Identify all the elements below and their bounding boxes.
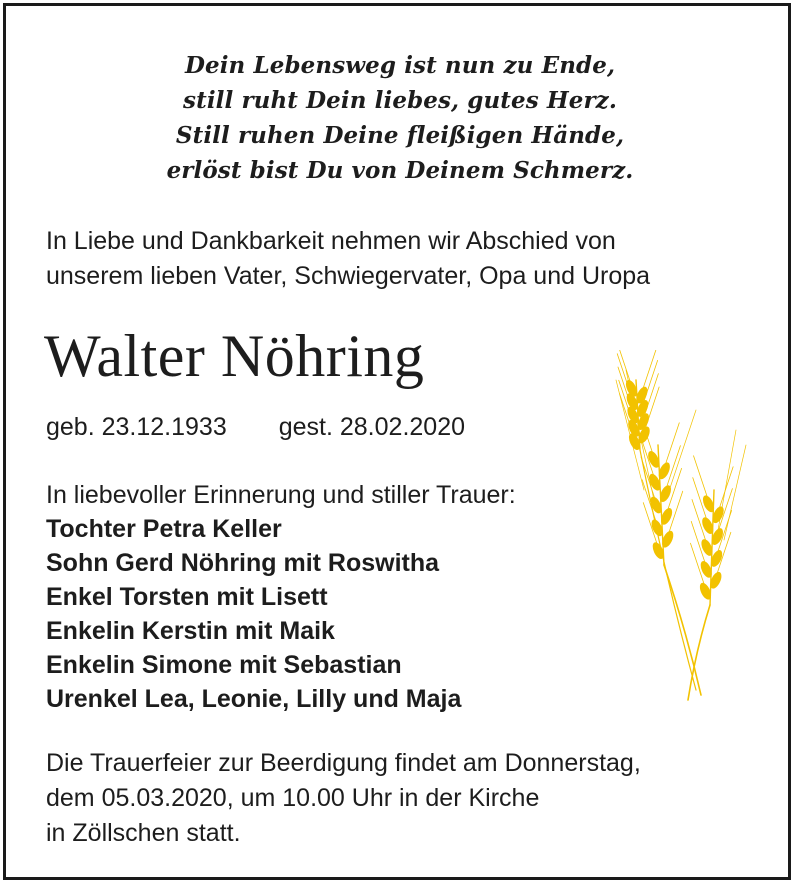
intro-line: unserem lieben Vater, Schwiegervater, Opa und Uropa bbox=[46, 262, 651, 290]
wheat-icon bbox=[596, 350, 756, 710]
life-dates bbox=[46, 410, 465, 444]
poem-line: Dein Lebensweg ist nun zu Ende, bbox=[184, 52, 616, 79]
family-member: Sohn Gerd Nöhring mit Roswitha bbox=[46, 549, 440, 577]
poem-line: Still ruhen Deine fleißigen Hände, bbox=[175, 122, 625, 149]
family-member: Urenkel Lea, Leonie, Lilly und Maja bbox=[46, 685, 462, 713]
family-member: Enkelin Simone mit Sebastian bbox=[46, 651, 402, 679]
poem-line: still ruht Dein liebes, gutes Herz. bbox=[183, 87, 617, 114]
deceased-name: Walter Nöhring bbox=[44, 323, 425, 389]
family-member: Enkel Torsten mit Lisett bbox=[46, 583, 328, 611]
death-date: gest. 28.02.2020 bbox=[278, 413, 466, 441]
funeral-line: in Zöllschen statt. bbox=[46, 819, 241, 847]
funeral-line: dem 05.03.2020, um 10.00 Uhr in der Kirche bbox=[46, 784, 540, 812]
funeral-info bbox=[46, 746, 641, 851]
mourners bbox=[46, 478, 516, 716]
intro-text bbox=[46, 224, 650, 294]
mourners-intro: In liebevoller Erinnerung und stiller Trauer: bbox=[46, 481, 516, 509]
funeral-line: Die Trauerfeier zur Beerdigung findet am Donnerstag, bbox=[46, 749, 641, 777]
intro-line: In Liebe und Dankbarkeit nehmen wir Abschied von bbox=[46, 227, 616, 255]
birth-date: geb. 23.12.1933 bbox=[46, 413, 227, 441]
family-member: Tochter Petra Keller bbox=[46, 515, 282, 543]
family-member: Enkelin Kerstin mit Maik bbox=[46, 617, 335, 645]
poem-line: erlöst bist Du von Deinem Schmerz. bbox=[166, 157, 634, 184]
poem bbox=[0, 48, 800, 188]
